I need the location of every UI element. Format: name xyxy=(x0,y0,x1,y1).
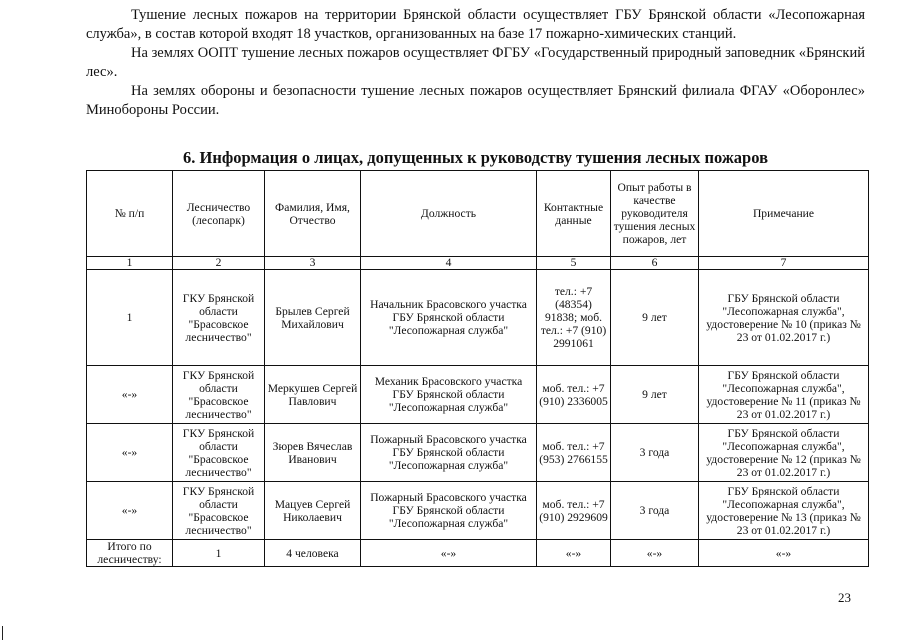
total-forestry-cell: 1 xyxy=(173,540,265,567)
column-number-cell: 6 xyxy=(611,257,699,270)
header-cell: № п/п xyxy=(87,171,173,257)
column-number-cell: 3 xyxy=(265,257,361,270)
full-name-cell: Брылев Сергей Михайлович xyxy=(265,270,361,366)
position-cell: Начальник Брасовского участка ГБУ Брянской области "Лесопожарная служба" xyxy=(361,270,537,366)
column-number-cell: 5 xyxy=(537,257,611,270)
header-cell: Лесничество (лесопарк) xyxy=(173,171,265,257)
table-row xyxy=(87,270,869,366)
header-cell: Примечание xyxy=(699,171,869,257)
experience-cell: 9 лет xyxy=(611,270,699,366)
position-cell: Пожарный Брасовского участка ГБУ Брянской области "Лесопожарная служба" xyxy=(361,424,537,482)
section-heading: 6. Информация о лицах, допущенных к руководству тушения лесных пожаров xyxy=(182,148,768,167)
forestry-cell: ГКУ Брянской области "Брасовское лесничество" xyxy=(173,482,265,540)
scan-edge-mark xyxy=(2,626,3,640)
table-total-row xyxy=(87,540,869,567)
header-cell: Контактные данные xyxy=(537,171,611,257)
total-label-cell: Итого по лесничеству: xyxy=(87,540,173,567)
table-header-row xyxy=(87,171,869,257)
column-number-cell: 4 xyxy=(361,257,537,270)
intro-text xyxy=(86,6,865,120)
note-cell: ГБУ Брянской области "Лесопожарная служба", удостоверение № 11 (приказ № 23 от 01.02.2017 г.) xyxy=(699,366,869,424)
total-persons-cell: 4 человека xyxy=(265,540,361,567)
column-number-cell: 2 xyxy=(173,257,265,270)
total-note-cell: «-» xyxy=(699,540,869,567)
experience-cell: 3 года xyxy=(611,482,699,540)
header-cell: Фамилия, Имя, Отчество xyxy=(265,171,361,257)
column-number-cell: 7 xyxy=(699,257,869,270)
column-number-cell: 1 xyxy=(87,257,173,270)
position-cell: Механик Брасовского участка ГБУ Брянской области "Лесопожарная служба" xyxy=(361,366,537,424)
contacts-cell: моб. тел.: +7 (910) 2336005 xyxy=(537,366,611,424)
header-cell: Должность xyxy=(361,171,537,257)
total-experience-cell: «-» xyxy=(611,540,699,567)
full-name-cell: Зюрев Вячеслав Иванович xyxy=(265,424,361,482)
forestry-cell: ГКУ Брянской области "Брасовское лесничество" xyxy=(173,366,265,424)
contacts-cell: тел.: +7 (48354) 91838; моб. тел.: +7 (910) 2991061 xyxy=(537,270,611,366)
total-position-cell: «-» xyxy=(361,540,537,567)
row-number-cell: «-» xyxy=(87,366,173,424)
table-row xyxy=(87,366,869,424)
column-number-row xyxy=(87,257,869,270)
header-cell: Опыт работы в качестве руководителя тушения лесных пожаров, лет xyxy=(611,171,699,257)
note-cell: ГБУ Брянской области "Лесопожарная служба", удостоверение № 12 (приказ № 23 от 01.02.2017 г.) xyxy=(699,424,869,482)
position-cell: Пожарный Брасовского участка ГБУ Брянской области "Лесопожарная служба" xyxy=(361,482,537,540)
experience-cell: 9 лет xyxy=(611,366,699,424)
contacts-cell: моб. тел.: +7 (910) 2929609 xyxy=(537,482,611,540)
row-number-cell: «-» xyxy=(87,482,173,540)
note-cell: ГБУ Брянской области "Лесопожарная служба", удостоверение № 10 (приказ № 23 от 01.02.2017 г.) xyxy=(699,270,869,366)
full-name-cell: Меркушев Сергей Павлович xyxy=(265,366,361,424)
full-name-cell: Мацуев Сергей Николаевич xyxy=(265,482,361,540)
table-row xyxy=(87,424,869,482)
intro-paragraph-2: На землях ООПТ тушение лесных пожаров осуществляет ФГБУ «Государственный природный заповедник «Брянский лес». xyxy=(86,45,865,80)
page-number: 23 xyxy=(838,590,851,605)
intro-paragraph-1: Тушение лесных пожаров на территории Брянской области осуществляет ГБУ Брянской области «Лесопожарная служба», в состав которой входят 18 участков, организованных на базе 17 пожарно-химических станций. xyxy=(86,7,865,42)
total-contacts-cell: «-» xyxy=(537,540,611,567)
responsible-persons-table xyxy=(86,170,869,567)
forestry-cell: ГКУ Брянской области "Брасовское лесничество" xyxy=(173,424,265,482)
row-number-cell: «-» xyxy=(87,424,173,482)
intro-paragraph-3: На землях обороны и безопасности тушение лесных пожаров осуществляет Брянский филиала ФГАУ «Оборонлес» Минобороны России. xyxy=(86,83,865,118)
row-number-cell: 1 xyxy=(87,270,173,366)
contacts-cell: моб. тел.: +7 (953) 2766155 xyxy=(537,424,611,482)
experience-cell: 3 года xyxy=(611,424,699,482)
note-cell: ГБУ Брянской области "Лесопожарная служба", удостоверение № 13 (приказ № 23 от 01.02.2017 г.) xyxy=(699,482,869,540)
forestry-cell: ГКУ Брянской области "Брасовское лесничество" xyxy=(173,270,265,366)
table-row xyxy=(87,482,869,540)
